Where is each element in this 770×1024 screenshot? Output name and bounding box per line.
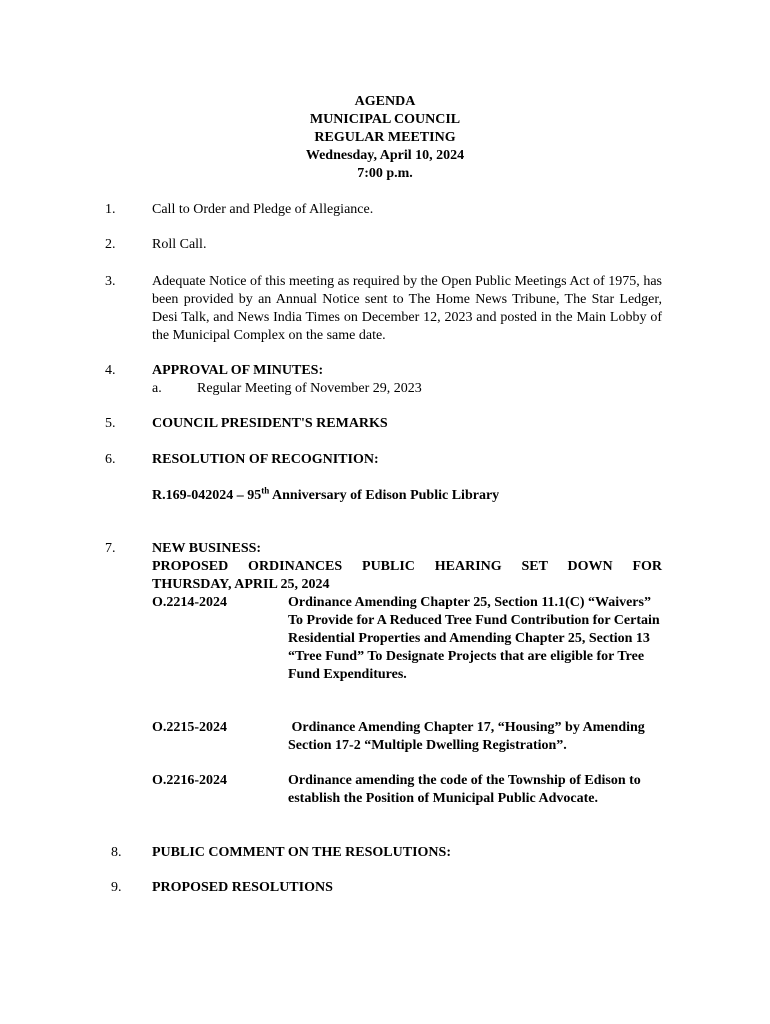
item-number: 2. <box>105 237 116 252</box>
item-number: 4. <box>105 363 116 378</box>
agenda-header <box>0 93 770 183</box>
ordinance-code: O.2215-2024 <box>152 720 228 735</box>
item-number: 5. <box>105 416 116 431</box>
item-text: Adequate Notice of this meeting as required by the Open Public Meetings Act of 1975, has been provided by an Annual Notice sent to The Home News Tribune, The Star Ledger, Desi Talk, and News India Times on December 12, 2023 and posted in the Main Lobby of the Municipal Complex on the same date. <box>152 274 662 343</box>
hearing-date: THURSDAY, APRIL 25, 2024 <box>152 577 330 592</box>
header-body: MUNICIPAL COUNCIL <box>309 112 461 127</box>
recognition-resolution <box>152 487 662 505</box>
item-heading: PROPOSED RESOLUTIONS <box>152 880 333 895</box>
item-heading: COUNCIL PRESIDENT'S REMARKS <box>152 416 388 431</box>
resolution-suffix: Anniversary of Edison Public Library <box>269 488 500 503</box>
ordinance-description: Ordinance Amending Chapter 17, “Housing” by Amending Section 17-2 “Multiple Dwelling Registration”. <box>288 720 649 753</box>
resolution-ordinal-suffix: th <box>261 485 270 496</box>
proposed-ordinances-heading: PROPOSED ORDINANCES PUBLIC HEARING SET DOWN FOR <box>152 559 662 574</box>
ordinance-description: Ordinance Amending Chapter 25, Section 11.1(C) “Waivers” To Provide for A Reduced Tree Fund Contribution for Certain Residential Properties and Amending Chapter 25, Section 13 “Tree Fund” To Designate Projects that are eligible for Tree Fund Expenditures. <box>288 595 660 682</box>
item-text: Roll Call. <box>152 237 207 252</box>
item-number: 3. <box>105 274 116 289</box>
item-number: 9. <box>111 880 122 895</box>
item-number: 7. <box>105 541 116 556</box>
item-number: 6. <box>105 452 116 467</box>
header-title: AGENDA <box>354 94 416 109</box>
subitem-text: Regular Meeting of November 29, 2023 <box>197 381 422 396</box>
ordinance-description: Ordinance amending the code of the Township of Edison to establish the Position of Municipal Public Advocate. <box>288 773 641 806</box>
subitem-letter: a. <box>152 381 162 396</box>
item-number: 1. <box>105 202 116 217</box>
item-number: 8. <box>111 845 122 860</box>
item-text: Call to Order and Pledge of Allegiance. <box>152 202 374 217</box>
ordinance-code: O.2214-2024 <box>152 595 228 610</box>
header-meeting-type: REGULAR MEETING <box>314 130 456 145</box>
ordinance-code: O.2216-2024 <box>152 773 228 788</box>
new-business-heading: NEW BUSINESS: <box>152 541 262 556</box>
header-date: Wednesday, April 10, 2024 <box>305 148 465 163</box>
item-heading: RESOLUTION OF RECOGNITION: <box>152 452 379 467</box>
item-heading: APPROVAL OF MINUTES: <box>152 363 324 378</box>
resolution-prefix: R.169-042024 – 95 <box>152 488 262 503</box>
header-time: 7:00 p.m. <box>357 166 413 181</box>
item-heading: PUBLIC COMMENT ON THE RESOLUTIONS: <box>152 845 451 860</box>
new-business-block <box>152 540 662 594</box>
